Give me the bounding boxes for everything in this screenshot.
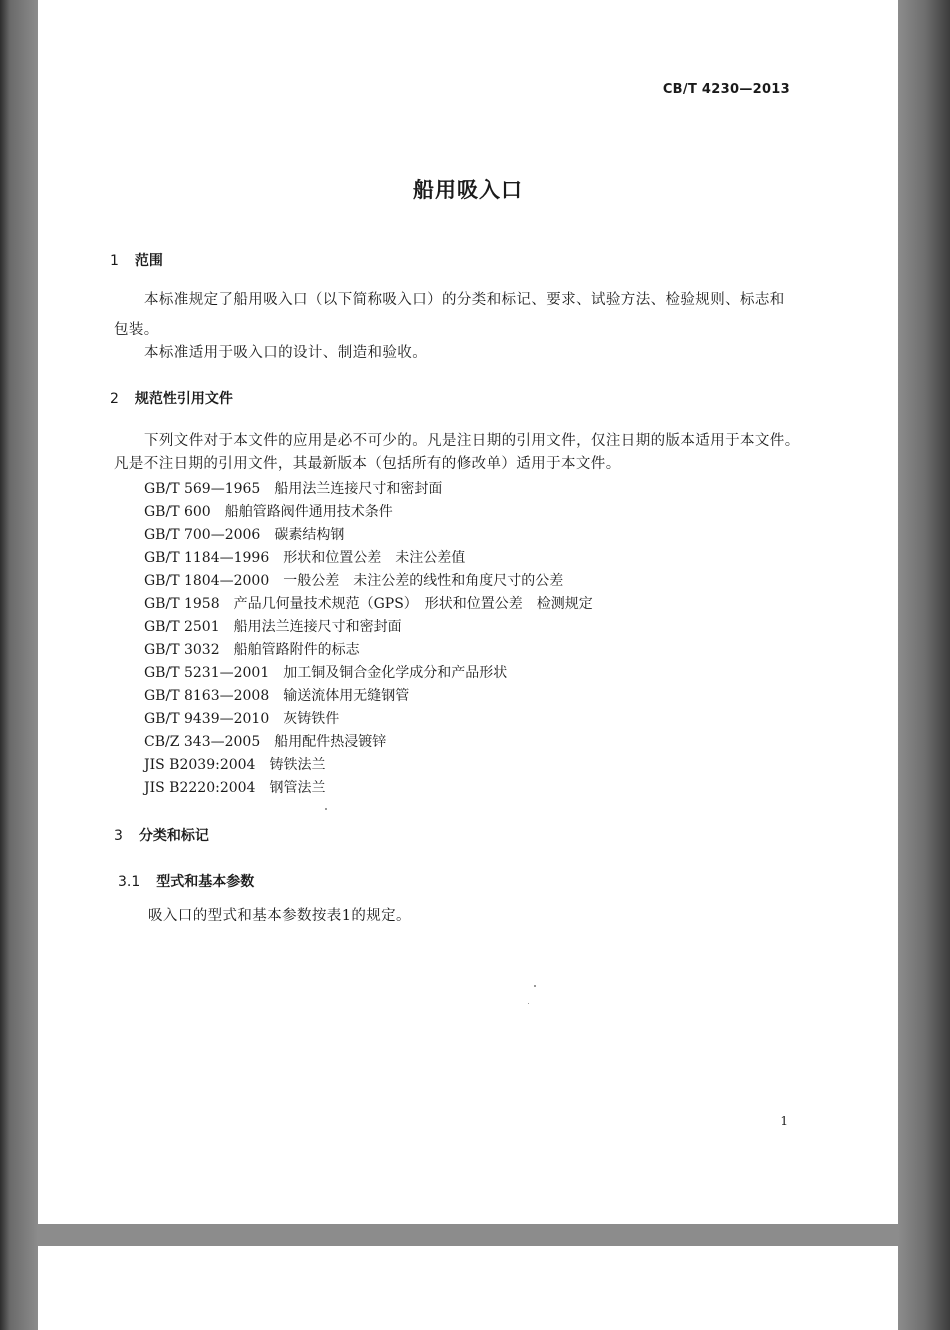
reference-code: JIS B2039:2004 — [144, 757, 256, 773]
standard-code: CB/T 4230—2013 — [662, 82, 790, 97]
reference-title: 加工铜及铜合金化学成分和产品形状 — [283, 665, 508, 681]
reference-item — [144, 708, 339, 728]
section-title: 型式和基本参数 — [156, 874, 255, 890]
section-heading-scope — [110, 250, 163, 270]
reference-title: 钢管法兰 — [269, 780, 326, 796]
reference-code: GB/T 3032 — [144, 642, 220, 658]
section-title: 分类和标记 — [138, 828, 209, 844]
page-number: 1 — [780, 1114, 788, 1128]
reference-title: 船用法兰连接尺寸和密封面 — [233, 619, 402, 635]
reference-title: 碳素结构钢 — [274, 527, 345, 543]
reference-code: GB/T 569—1965 — [144, 481, 261, 497]
reference-item — [144, 639, 360, 659]
references-paragraph-line-2: 凡是不注日期的引用文件，其最新版本（包括所有的修改单）适用于本文件。 — [114, 456, 621, 472]
document-title: 船用吸入口 — [413, 178, 523, 202]
reference-code: JIS B2220:2004 — [144, 780, 256, 796]
reference-item — [144, 616, 402, 636]
document-page — [38, 0, 898, 1224]
reference-code: GB/T 8163—2008 — [144, 688, 270, 704]
reference-title: 输送流体用无缝钢管 — [283, 688, 410, 704]
reference-code: GB/T 1804—2000 — [144, 573, 270, 589]
reference-title: 船舶管路阀件通用技术条件 — [224, 504, 393, 520]
reference-title: 船舶管路附件的标志 — [233, 642, 360, 658]
next-page-preview — [38, 1246, 898, 1330]
section-number: 3.1 — [118, 874, 141, 890]
references-paragraph-line-1: 下列文件对于本文件的应用是必不可少的。凡是注日期的引用文件，仅注日期的版本适用于本文件。 — [144, 433, 800, 449]
reference-item — [144, 685, 409, 705]
reference-code: GB/T 600 — [144, 504, 211, 520]
scope-paragraph-2: 本标准适用于吸入口的设计、制造和验收。 — [144, 345, 428, 361]
reference-title: 船用法兰连接尺寸和密封面 — [274, 481, 443, 497]
reference-item — [144, 501, 393, 521]
reference-item — [144, 731, 386, 751]
subsection-heading-types-parameters — [118, 871, 254, 891]
reference-item — [144, 478, 442, 498]
section-title: 范围 — [134, 253, 163, 269]
reference-item — [144, 662, 507, 682]
reference-title: 船用配件热浸镀锌 — [274, 734, 387, 750]
reference-item — [144, 547, 465, 567]
scope-paragraph-line-1: 本标准规定了船用吸入口（以下简称吸入口）的分类和标记、要求、试验方法、检验规则、标志和 — [144, 292, 785, 308]
types-parameters-paragraph: 吸入口的型式和基本参数按表1的规定。 — [148, 908, 411, 924]
section-title: 规范性引用文件 — [134, 391, 233, 407]
reference-item — [144, 777, 325, 797]
section-heading-classification — [114, 825, 209, 845]
section-heading-normative-references — [110, 388, 233, 408]
reference-code: GB/T 9439—2010 — [144, 711, 270, 727]
reference-title: 铸铁法兰 — [269, 757, 326, 773]
reference-title: 灰铸铁件 — [283, 711, 340, 727]
reference-code: GB/T 2501 — [144, 619, 220, 635]
reference-code: GB/T 700—2006 — [144, 527, 261, 543]
reference-title: 产品几何量技术规范（GPS） 形状和位置公差 检测规定 — [233, 596, 593, 612]
scan-speck — [534, 985, 536, 987]
reference-code: GB/T 1958 — [144, 596, 220, 612]
reference-item — [144, 570, 563, 590]
section-number: 1 — [110, 253, 119, 269]
reference-code: GB/T 5231—2001 — [144, 665, 270, 681]
reference-title: 一般公差 未注公差的线性和角度尺寸的公差 — [283, 573, 564, 589]
reference-code: GB/T 1184—1996 — [144, 550, 270, 566]
scan-speck — [325, 808, 327, 810]
reference-item — [144, 754, 325, 774]
reference-code: CB/Z 343—2005 — [144, 734, 261, 750]
scan-speck — [528, 1003, 529, 1004]
reference-item — [144, 524, 344, 544]
scope-paragraph-line-2: 包装。 — [114, 322, 159, 338]
section-number: 3 — [114, 828, 123, 844]
section-number: 2 — [110, 391, 119, 407]
reference-item — [144, 593, 593, 613]
reference-title: 形状和位置公差 未注公差值 — [283, 550, 466, 566]
